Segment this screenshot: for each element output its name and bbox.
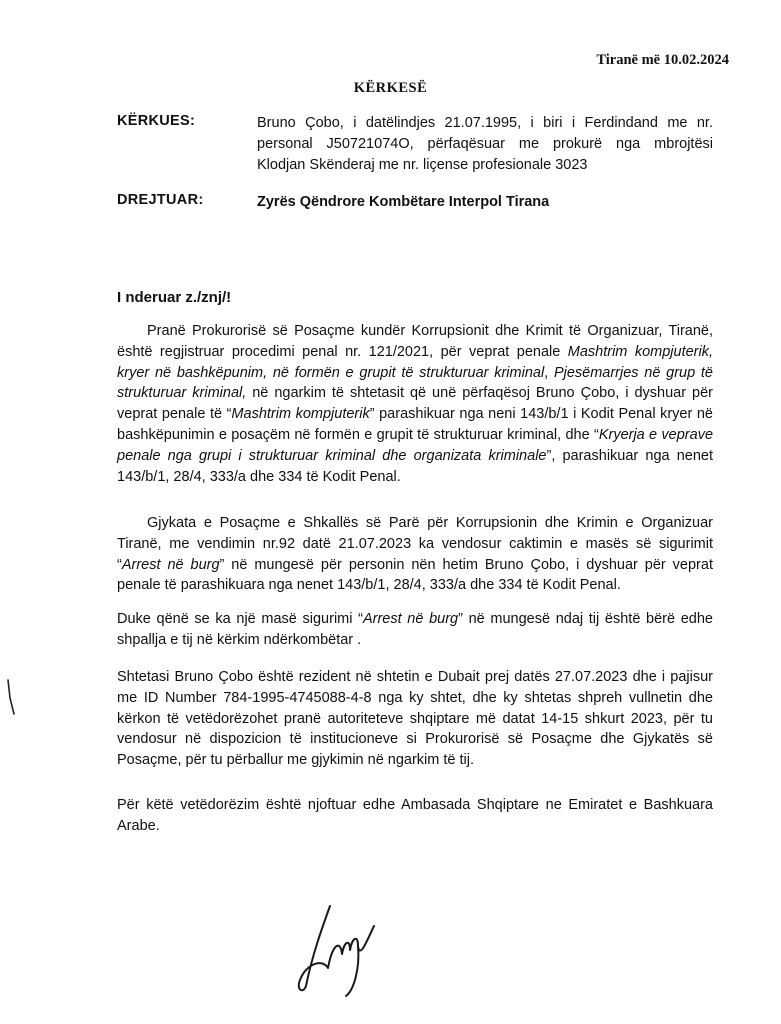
p1-text-4: ” parashikuar nga neni 143/b/1 i Kodit Penal kryer në bashkëpunimin e posaçëm në formën e grupit të strukturuar kriminal, dhe “ xyxy=(117,406,713,443)
paragraph-1 xyxy=(117,321,713,487)
document-title: KËRKESË xyxy=(353,80,428,96)
salutation: I nderuar z./znj/! xyxy=(117,289,232,306)
p3-text-1: Duke qënë se ka një masë sigurimi “ xyxy=(117,611,363,627)
p2-text-1: Gjykata e Posaçme e Shkallës së Parë për Korrupsionin dhe Krimin e Organizuar Tiranë, me vendimin nr.92 datë 21.07.2023 ka vendosur caktimin e masës së sigurimit “ xyxy=(117,515,713,573)
p2-text-2: ” në mungesë për personin nën hetim Bruno Çobo, i dyshuar për veprat penale të parashikuara nga nenet 143/b/1, 28/4, 333/a dhe 334 të Kodit Penal. xyxy=(117,556,713,594)
kerkues-label: KËRKUES: xyxy=(117,113,196,129)
p1-italic-1: Mashtrim kompjuterik, kryer në bashkëpunim, në formën e grupit të strukturuar kriminal xyxy=(117,343,713,381)
p1-italic-3: Mashtrim kompjuterik xyxy=(231,406,370,423)
p1-text-5: ”, parashikuar nga nenet 143/b/1, 28/4, 333/a dhe 334 të Kodit Penal. xyxy=(117,447,713,485)
p2-italic-1: Arrest në burg xyxy=(121,556,220,573)
paragraph-4: Shtetasi Bruno Çobo është rezident në shtetin e Dubait prej datës 27.07.2023 dhe i pajisur me ID Number 784-1995-4745088-4-8 nga ky shtet, dhe ky shtetas shpreh vullnetin dhe kërkon të vetëdorëzohet pranë autoriteteve shqiptare më datat 14-15 shkurt 2023, për tu vendosur në dispozicion të institucioneve si Prokurorisë së Posaçme dhe Gjykatës së Posaçme, për tu përballur me gjykimin në ngarkim të tij. xyxy=(117,669,713,769)
p3-text-2: ” në mungesë ndaj tij është bërë edhe shpallja e tij në kërkim ndërkombëtar . xyxy=(117,611,713,648)
drejtuar-value: Zyrës Qëndrore Kombëtare Interpol Tirana xyxy=(257,194,550,210)
p1-text-1: Pranë Prokurorisë së Posaçme kundër Korrupsionit dhe Krimit të Organizuar, Tiranë, është regjistruar procedimi penal nr. 121/2021, për veprat penale xyxy=(117,323,713,360)
margin-mark xyxy=(4,678,18,718)
kerkues-value xyxy=(257,113,713,176)
p3-italic-1: Arrest në burg xyxy=(362,611,459,627)
p1-italic-2: Pjesëmarrjes në grup të strukturuar kriminal, xyxy=(117,364,713,402)
paragraph-2 xyxy=(117,513,713,596)
drejtuar-label: DREJTUAR: xyxy=(117,192,204,208)
kerkues-line-3: Klodjan Skënderaj me nr. liçense profesionale 3023 xyxy=(257,157,588,173)
p1-italic-4: Kryerja e veprave penale nga grupi i strukturuar kriminal dhe organizata kriminale xyxy=(117,426,714,464)
handwritten-signature xyxy=(288,898,388,998)
paragraph-5: Për këtë vetëdorëzim është njoftuar edhe Ambasada Shqiptare ne Emiratet e Bashkuara Arabe. xyxy=(117,797,713,834)
kerkues-line-2: personal J50721074O, përfaqësuar me prokurë nga mbrojtësi xyxy=(257,136,713,152)
paragraph-3 xyxy=(117,609,713,651)
p1-text-3: në ngarkim të shtetasit që unë përfaqësoj Bruno Çobo, i dyshuar për veprat penale të “ xyxy=(117,385,713,423)
kerkues-line-1: Bruno Çobo, i datëlindjes 21.07.1995, i biri i Ferdindand me nr. xyxy=(257,115,713,131)
p1-text-2: , xyxy=(544,364,554,381)
place-date: Tiranë më 10.02.2024 xyxy=(596,52,729,68)
